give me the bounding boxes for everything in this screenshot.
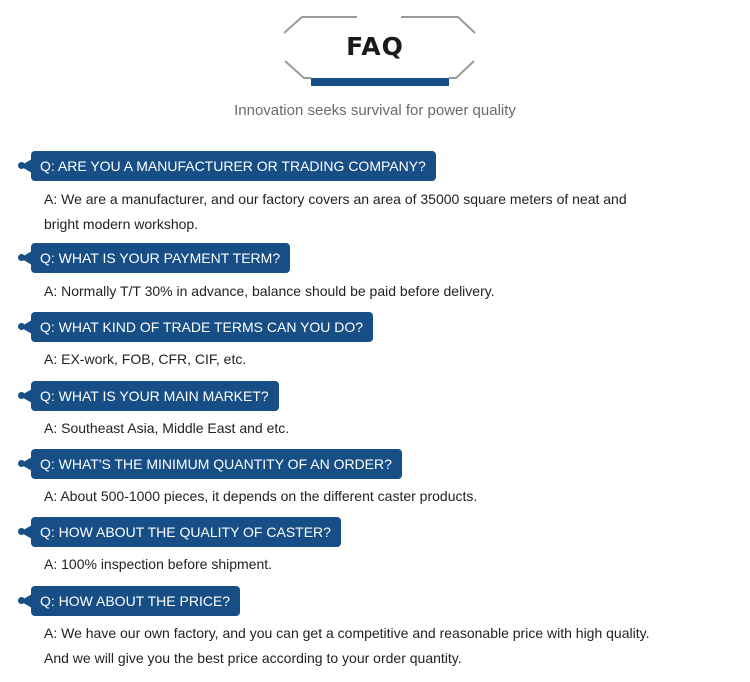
faq-question-text: Q: WHAT'S THE MINIMUM QUANTITY OF AN ORDER? <box>40 456 392 472</box>
question-pointer-arrow <box>20 159 32 173</box>
faq-answer-line: A: Normally T/T 30% in advance, balance should be paid before delivery. <box>44 283 495 299</box>
faq-answer <box>44 347 664 372</box>
faq-answer-line: A: 100% inspection before shipment. <box>44 556 273 572</box>
faq-question-text: Q: WHAT KIND OF TRADE TERMS CAN YOU DO? <box>40 319 364 335</box>
page-title: FAQ <box>346 32 404 61</box>
frame-top-left-line <box>284 17 357 33</box>
question-pointer-arrow <box>20 457 32 471</box>
faq-answer-line: bright modern workshop. <box>44 216 199 232</box>
faq-question <box>31 517 341 547</box>
question-pointer-arrow <box>20 251 32 265</box>
faq-question <box>31 312 373 342</box>
faq-question <box>31 151 436 181</box>
faq-answer <box>44 552 664 577</box>
page-subtitle: Innovation seeks survival for power quality <box>234 102 516 119</box>
faq-answer <box>44 279 664 304</box>
question-pointer-arrow <box>20 525 32 539</box>
frame-bottom-left-line <box>285 61 311 78</box>
faq-answer <box>44 621 664 671</box>
frame-bottom-accent-bar <box>311 78 449 86</box>
faq-question <box>31 586 240 616</box>
faq-answer <box>44 187 664 237</box>
faq-answer-line: A: We are a manufacturer, and our factory covers an area of 35000 square meters of neat and <box>44 191 627 207</box>
faq-answer <box>44 416 664 441</box>
faq-question-text: Q: HOW ABOUT THE QUALITY OF CASTER? <box>40 524 331 540</box>
faq-question-text: Q: HOW ABOUT THE PRICE? <box>40 593 231 609</box>
faq-question-text: Q: WHAT IS YOUR MAIN MARKET? <box>40 388 269 404</box>
faq-question-text: Q: WHAT IS YOUR PAYMENT TERM? <box>40 250 281 266</box>
frame-bottom-right-line <box>449 61 474 78</box>
faq-answer-line: And we will give you the best price according to your order quantity. <box>44 650 462 666</box>
faq-question <box>31 243 290 273</box>
faq-question-text: Q: ARE YOU A MANUFACTURER OR TRADING COMPANY? <box>40 158 426 174</box>
faq-answer <box>44 484 664 509</box>
faq-answer-line: A: EX-work, FOB, CFR, CIF, etc. <box>44 351 247 367</box>
faq-header <box>0 0 750 130</box>
frame-top-right-line <box>401 17 475 33</box>
faq-answer-line: A: About 500-1000 pieces, it depends on the different caster products. <box>44 488 478 504</box>
faq-question <box>31 381 279 411</box>
faq-question <box>31 449 402 479</box>
faq-answer-line: A: Southeast Asia, Middle East and etc. <box>44 420 290 436</box>
question-pointer-arrow <box>20 320 32 334</box>
question-pointer-arrow <box>20 389 32 403</box>
question-pointer-arrow <box>20 594 32 608</box>
faq-answer-line: A: We have our own factory, and you can get a competitive and reasonable price with high quality. <box>44 625 650 641</box>
